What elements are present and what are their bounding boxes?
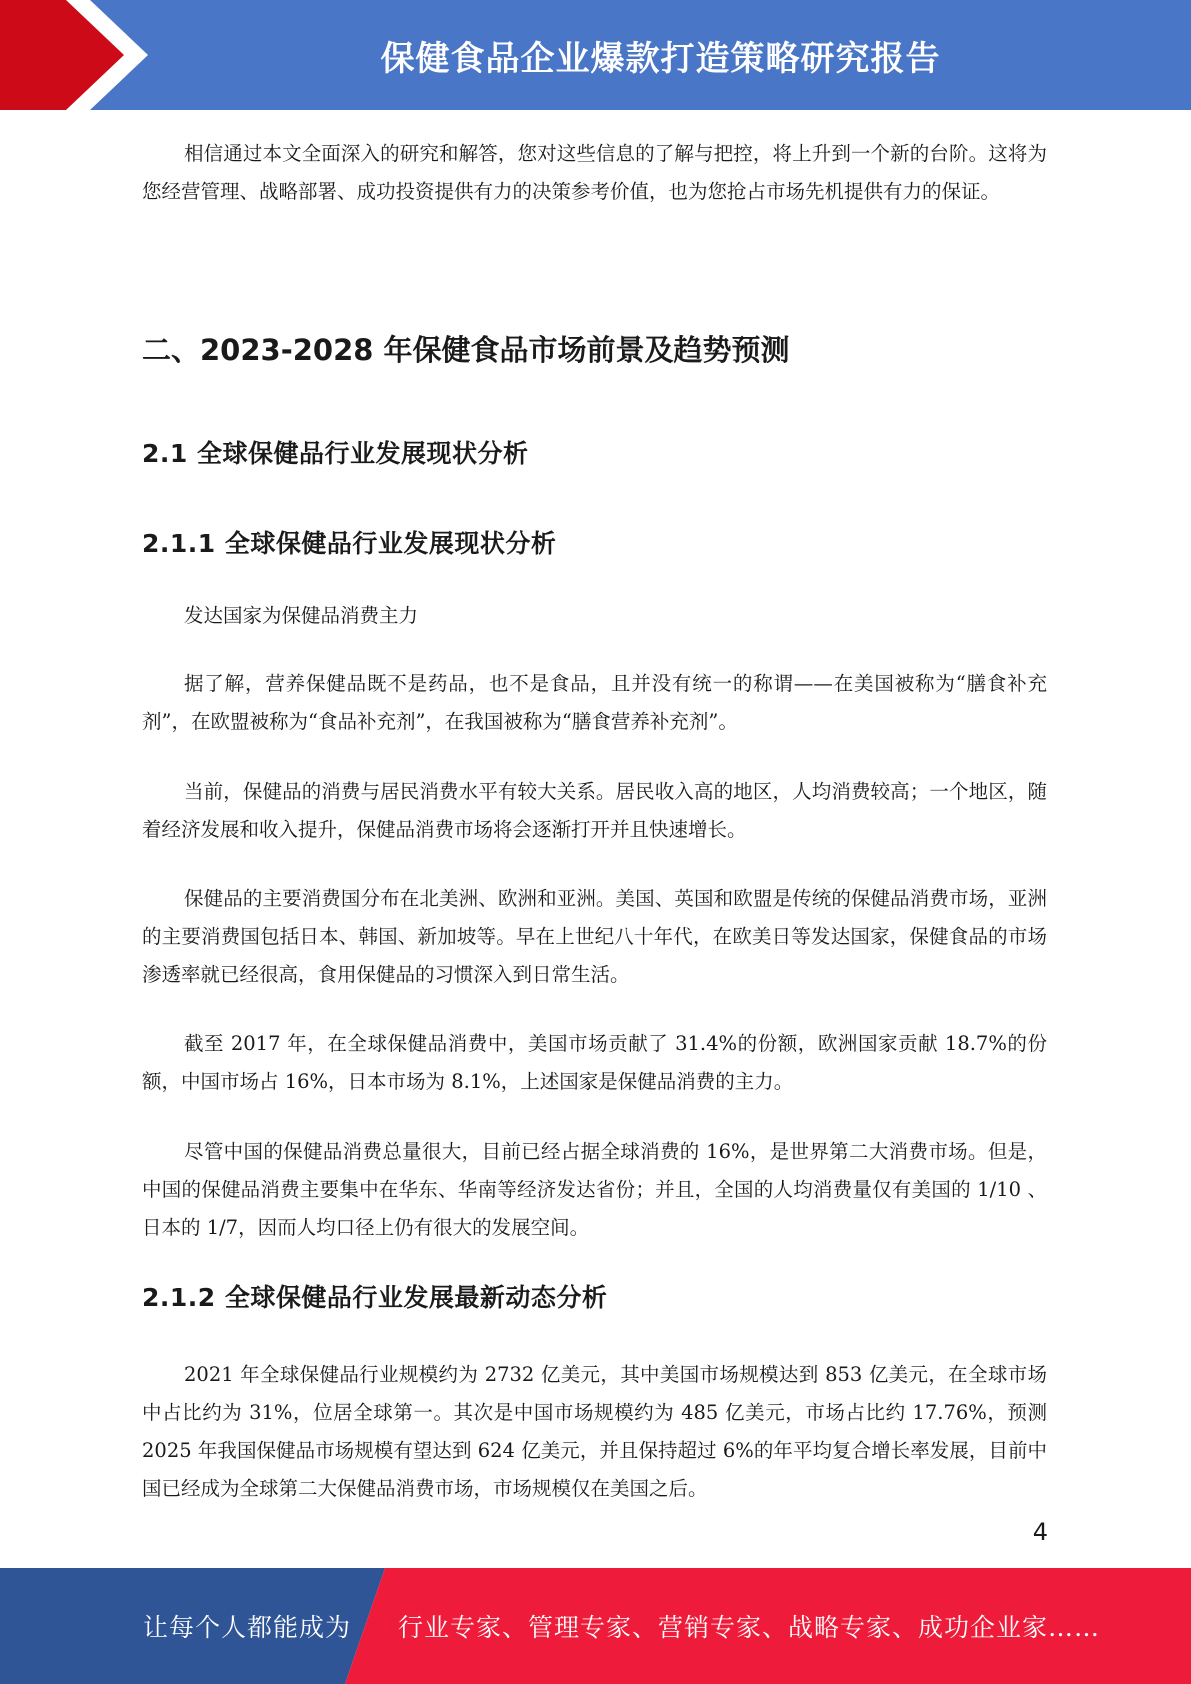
- body-paragraph: 发达国家为保健品消费主力: [184, 604, 419, 627]
- section-heading: 二、2023-2028 年保健食品市场前景及趋势预测: [142, 333, 790, 367]
- subsection-heading-2-1-2: 2.1.2 全球保健品行业发展最新动态分析: [142, 1283, 608, 1312]
- footer-slogan-left: 让每个人都能成为: [143, 1613, 352, 1642]
- body-paragraph: 2021 年全球保健品行业规模约为 2732 亿美元，其中美国市场规模达到 853 亿美元，在全球市场中占比约为 31%，位居全球第一。其次是中国市场规模约为 485 亿美元，市场占比约 17.76%，预测 2025 年我国保健品市场规模有望达到 624 亿美元，并且保持超过 6%的年平均复合增长率发展，目前中国已经成为全球第二大保健品消费市场，市场规模仅在美国之后。: [142, 1363, 1047, 1500]
- subsection-heading-2-1-1: 2.1.1 全球保健品行业发展现状分析: [142, 529, 557, 558]
- footer-slogan-right: 行业专家、管理专家、营销专家、战略专家、成功企业家……: [398, 1613, 1101, 1642]
- intro-paragraph: 相信通过本文全面深入的研究和解答，您对这些信息的了解与把控，将上升到一个新的台阶。这将为您经营管理、战略部署、成功投资提供有力的决策参考价值，也为您抢占市场先机提供有力的保证。: [142, 142, 1047, 203]
- body-paragraph: 据了解，营养保健品既不是药品，也不是食品，且并没有统一的称谓——在美国被称为“膳食补充剂”，在欧盟被称为“食品补充剂”，在我国被称为“膳食营养补充剂”。: [142, 672, 1047, 733]
- report-title: 保健食品企业爆款打造策略研究报告: [380, 38, 941, 79]
- body-paragraph: 尽管中国的保健品消费总量很大，目前已经占据全球消费的 16%，是世界第二大消费市场。但是，中国的保健品消费主要集中在华东、华南等经济发达省份；并且，全国的人均消费量仅有美国的 1/10 、日本的 1/7，因而人均口径上仍有很大的发展空间。: [142, 1140, 1047, 1239]
- page-footer: [0, 1568, 1191, 1684]
- body-paragraph: 截至 2017 年，在全球保健品消费中，美国市场贡献了 31.4%的份额，欧洲国家贡献 18.7%的份额，中国市场占 16%，日本市场为 8.1%，上述国家是保健品消费的主力。: [142, 1032, 1047, 1093]
- page-header: [0, 0, 1191, 110]
- page-number: 4: [1032, 1518, 1048, 1546]
- subsection-heading-2-1: 2.1 全球保健品行业发展现状分析: [142, 439, 529, 468]
- body-paragraph: 保健品的主要消费国分布在北美洲、欧洲和亚洲。美国、英国和欧盟是传统的保健品消费市场，亚洲的主要消费国包括日本、韩国、新加坡等。早在上世纪八十年代，在欧美日等发达国家，保健食品的市场渗透率就已经很高，食用保健品的习惯深入到日常生活。: [142, 887, 1047, 986]
- red-arrow-decoration: [0, 0, 160, 110]
- body-paragraph: 当前，保健品的消费与居民消费水平有较大关系。居民收入高的地区，人均消费较高；一个地区，随着经济发展和收入提升，保健品消费市场将会逐渐打开并且快速增长。: [142, 780, 1047, 841]
